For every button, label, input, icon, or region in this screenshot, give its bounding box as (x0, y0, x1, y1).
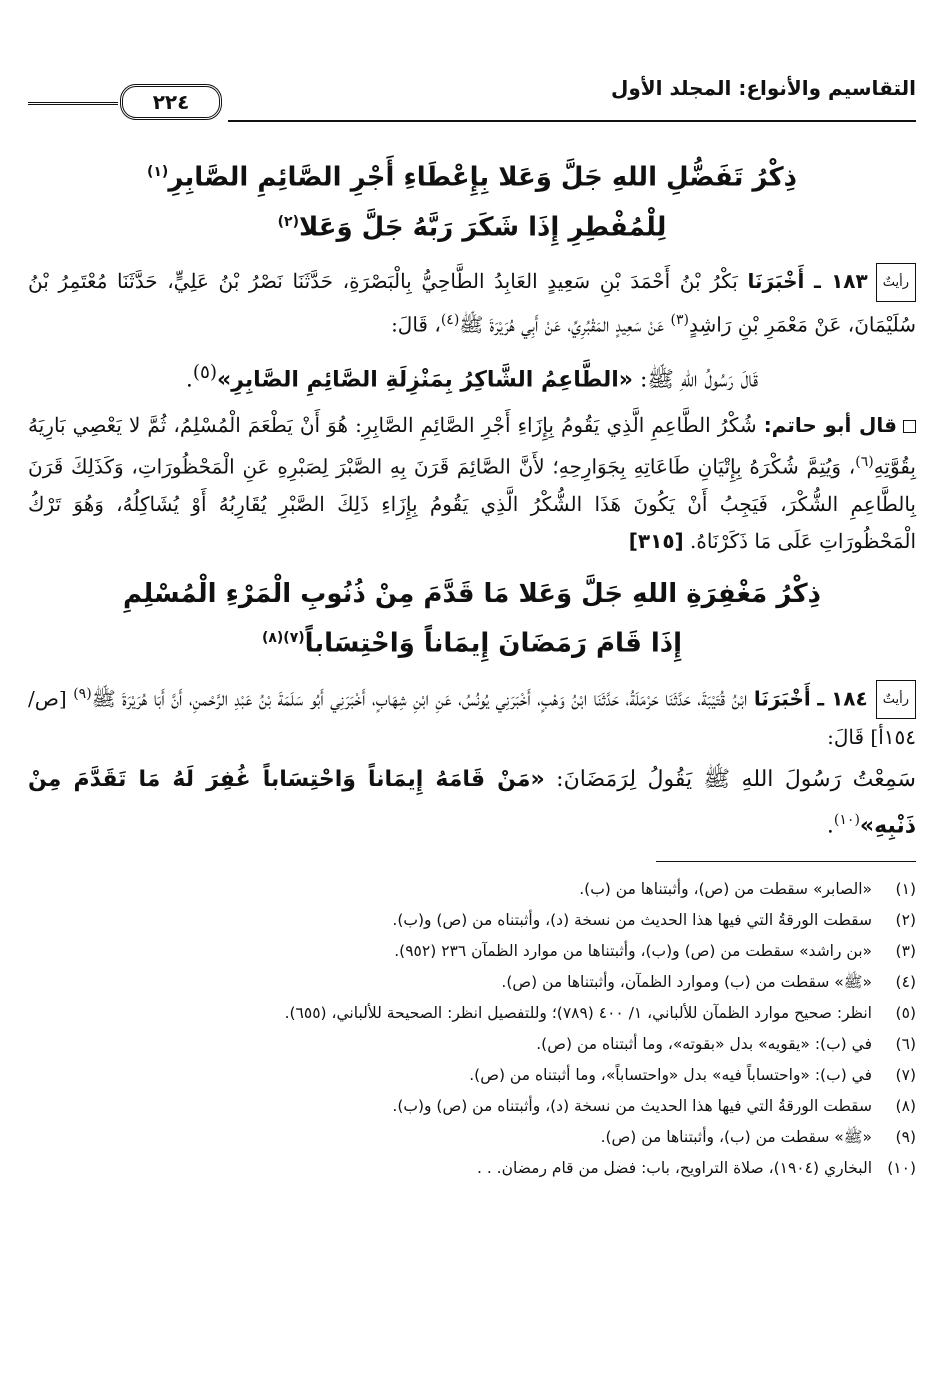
section-heading-1 (28, 150, 916, 249)
footnote-text: في (ب): «واحتساباً فيه» بدل «واحتساباً»، وما أثبتناه من (ص). (469, 1065, 872, 1084)
isnad-text: ، قَالَ: (391, 312, 441, 337)
isnad-text: [ص/١٥٤أ] قَالَ: (28, 686, 916, 750)
running-title: التقاسيم والأنواع: المجلد الأول (610, 76, 916, 100)
footnote-text: البخاري (١٩٠٤)، صلاة التراويح، باب: فضل من قام رمضان. . . (476, 1158, 872, 1177)
footnote-text: في (ب): «يقويه» بدل «بقوته»، وما أثبتناه من (ص). (536, 1034, 872, 1053)
footnotes (28, 874, 916, 1184)
footnote-ref: (٩) (73, 685, 92, 702)
matn-text: «الطَّاعِمُ الشَّاكِرُ بِمَنْزِلَةِ الصَّائِمِ الصَّابِرِ» (217, 367, 633, 393)
matn-intro: قَالَ رَسُولُ اللهِ ﷺ: (640, 367, 759, 393)
hadith-183-isnad (28, 263, 916, 344)
matn-intro: سَمِعْتُ رَسُولَ اللهِ ﷺ يَقُولُ لِرَمَضَانَ: (556, 767, 916, 793)
footnote-text: سقطت الورقةُ التي فيها هذا الحديث من نسخة (د)، وأثبتناه من (ص) و(ب). (392, 910, 872, 929)
matn-text: «مَنْ قَامَهُ إِيمَاناً وَاحْتِسَاباً غُفِرَ لَهُ مَا تَقَدَّمَ مِنْ ذَنْبِهِ» (28, 767, 916, 839)
footnote (28, 1122, 916, 1153)
footnote (28, 1091, 916, 1122)
header-rule-left (28, 102, 118, 105)
page-number: ٢٢٤ (120, 84, 222, 120)
footnote-text: «ﷺ» سقطت من (ب) وموارد الظمآن، وأثبتناها من (ص). (501, 972, 872, 991)
footnote-number: (٦) (895, 1034, 916, 1053)
footnote-number: (٥) (895, 1003, 916, 1022)
square-marker-icon (903, 420, 916, 433)
heading-line: ذِكْرُ مَغْفِرَةِ اللهِ جَلَّ وَعَلا مَا قَدَّمَ مِنْ ذُنُوبِ الْمَرْءِ الْمُسْلِمِ (123, 578, 821, 609)
footnote-text: «بن راشد» سقطت من (ص) و(ب)، وأثبتناها من موارد الظمآن ٢٣٦ (٩٥٢). (394, 941, 872, 960)
footnote-ref: (١٠) (833, 812, 860, 829)
isnad-text: ابْنُ قُتَيْبَةَ، حَدَّثَنَا حَرْمَلَةُ، حَدَّثَنَا ابْنُ وَهْبٍ، أَخْبَرَنِي يُونُسُ، عَنِ ابْنِ شِهَابٍ، أَخْبَرَنِي أَبُو سَلَمَةَ بْنُ عَبْدِ الرَّحْمنِ، أَنَّ أَبَا هُرَيْرَةَ ﷺ (91, 686, 748, 711)
hadith-183-matn: قَالَ رَسُولُ اللهِ ﷺ: «الطَّاعِمُ الشَّاكِرُ بِمَنْزِلَةِ الصَّائِمِ الصَّابِرِ»$^{(٥)}$. (185, 361, 759, 393)
footnote-number: (٩) (895, 1127, 916, 1146)
footnote-number: (٣) (895, 941, 916, 960)
heading-line: إِذَا قَامَ رَمَضَانَ إِيمَاناً وَاحْتِسَاباً (304, 628, 683, 659)
section-heading-2 (28, 572, 916, 666)
isnad-text: عَنْ سَعِيدٍ المَقْبُرِيِّ، عَنْ أَبِي هُرَيْرَةَ ﷺ (459, 312, 665, 337)
commentary-text: شُكْرُ الطَّاعِمِ الَّذِي يَقُومُ بِإِزَاءِ أَجْرِ الصَّائِمِ الصَّابِرِ: هُوَ أَنْ يَطْعَمَ الْمُسْلِمُ، ثُمَّ لا يَعْصِي بَارِيَهُ بِقُوَّتِهِ (28, 413, 916, 479)
footnote-ref: (٢) (277, 213, 299, 230)
hadith-184-isnad (28, 676, 916, 757)
commentary-text: ، وَيُتِمَّ شُكْرَهُ بِإِتْيَانِ طَاعَاتِهِ بِجَوَارِحِهِ؛ لأَنَّ الصَّائِمَ قَرَنَ بِهِ الصَّبْرَ لِصَبْرِهِ عَنِ الْمَحْظُورَاتِ، وَكَذَلِكَ قَرَنَ بِالطَّاعِمِ الشُّكْرَ، فَيَجِبُ أَنْ يَكُونَ هَذَا الشُّكْرُ الَّذِي يَقُومُ بِإِزَاءِ ذَلِكَ الصَّبْرِ يُقَارِبُهُ أَوْ يُشَاكِلُهُ، وَهُوَ تَرْكُ الْمَحْظُورَاتِ عَلَى مَا ذَكَرْنَاهُ. (28, 454, 916, 553)
hadith-number: ١٨٤ ـ (817, 686, 868, 711)
hadith-184-matn: سَمِعْتُ رَسُولَ اللهِ ﷺ يَقُولُ لِرَمَضَانَ: «مَنْ قَامَهُ إِيمَاناً وَاحْتِسَاباً غُفِرَ لَهُ مَا تَقَدَّمَ مِنْ ذَنْبِهِ»$^{(١٠)}$. (28, 767, 916, 839)
heading-line: ذِكْرُ تَفَضُّلِ اللهِ جَلَّ وَعَلا بِإِعْطَاءِ أَجْرِ الصَّائِمِ الصَّابِرِ (168, 162, 798, 193)
page-header (28, 70, 916, 120)
footnote-ref: (٧)(٨) (261, 629, 305, 646)
page-body (28, 150, 916, 1184)
footnote (28, 998, 916, 1029)
footnote (28, 1029, 916, 1060)
transmission-word: أَخْبَرَنَا (753, 686, 811, 711)
footnote-number: (٨) (895, 1096, 916, 1115)
footnote (28, 905, 916, 936)
footnote-number: (٧) (895, 1065, 916, 1084)
footnote-text: «الصابر» سقطت من (ص)، وأثبتناها من (ب). (579, 879, 872, 898)
commentary-label: قال أبو حاتم: (763, 413, 898, 438)
footnote-text: انظر: صحيح موارد الظمآن للألباني، ١/ ٤٠٠ (٧٨٩)؛ وللتفصيل انظر: الصحيحة للألباني، (٦٥٥). (284, 1003, 872, 1022)
commentary (28, 407, 916, 560)
reference-number: [٣١٥] (628, 528, 684, 553)
footnote (28, 1153, 916, 1184)
footnote-number: (٢) (895, 910, 916, 929)
heading-line: لِلْمُفْطِرِ إِذَا شَكَرَ رَبَّهُ جَلَّ وَعَلا (298, 212, 667, 243)
footnote-ref: (١) (146, 164, 169, 180)
footnote-ref: (٣) (670, 312, 689, 329)
footnote-divider (656, 861, 916, 862)
ruling-badge: رأيتٌ (876, 263, 916, 302)
footnote-text: «ﷺ» سقطت من (ب)، وأثبتناها من (ص). (600, 1127, 872, 1146)
header-rule (228, 120, 916, 122)
transmission-word: أَخْبَرَنَا (747, 269, 805, 294)
isnad-text: بَكْرُ بْنُ أَحْمَدَ بْنِ سَعِيدٍ العَابِدُ الطَّاحِيُّ بِالْبَصْرَةِ، حَدَّثَنَا نَصْرُ بْنُ عَلِيٍّ، حَدَّثَنَا مُعْتَمِرُ بْنُ سُلَيْمَانَ، عَنْ مَعْمَرِ بْنِ رَاشِدٍ (28, 269, 916, 337)
footnote-number: (١٠) (887, 1158, 916, 1177)
hadith-number: ١٨٣ ـ (814, 269, 868, 294)
ruling-badge: رأيتٌ (876, 680, 916, 719)
footnote-number: (٤) (895, 972, 916, 991)
footnote-text: سقطت الورقةُ التي فيها هذا الحديث من نسخة (د)، وأثبتناه من (ص) و(ب). (392, 1096, 872, 1115)
footnote (28, 967, 916, 998)
footnote-ref: (٦) (855, 454, 874, 471)
footnote (28, 936, 916, 967)
footnote-ref: (٤) (440, 312, 460, 329)
footnote (28, 1060, 916, 1091)
footnote (28, 874, 916, 905)
footnote-ref: (٥) (192, 361, 218, 383)
footnote-number: (١) (895, 879, 916, 898)
